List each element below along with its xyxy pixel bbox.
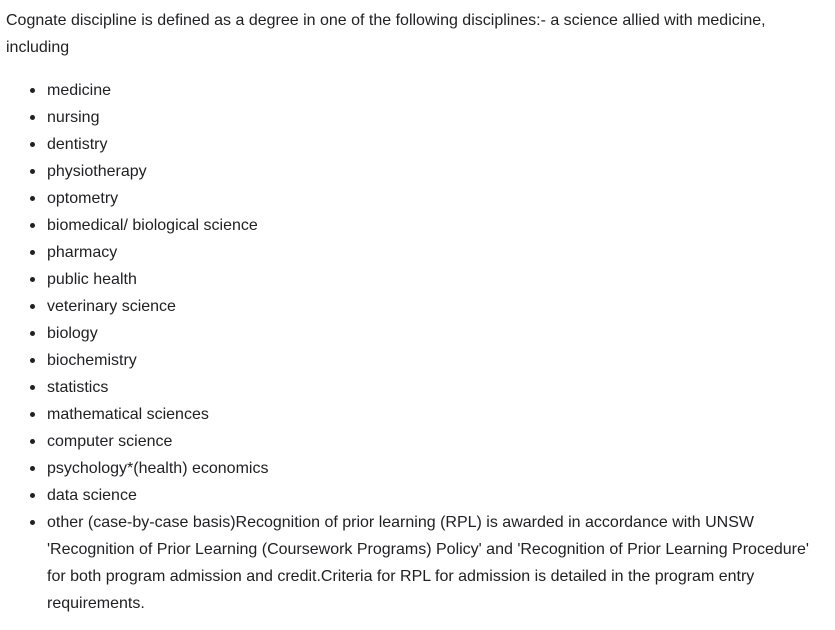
intro-paragraph: Cognate discipline is defined as a degree in one of the following disciplines:- a science allied with medicine, including bbox=[6, 12, 766, 56]
list-item: biochemistry bbox=[47, 347, 827, 374]
list-item: biology bbox=[47, 320, 827, 347]
list-item: physiotherapy bbox=[47, 158, 827, 185]
list-item: computer science bbox=[47, 428, 827, 455]
discipline-list bbox=[6, 77, 827, 617]
list-item: mathematical sciences bbox=[47, 401, 827, 428]
list-item: dentistry bbox=[47, 131, 827, 158]
list-item: data science bbox=[47, 482, 827, 509]
list-item: other (case-by-case basis)Recognition of prior learning (RPL) is awarded in accordance with UNSW 'Recognition of Prior Learning (Coursework Programs) Policy' and 'Recognition of Prior Learning Procedure' for both program admission and credit.Criteria for RPL for admission is detailed in the program entry requirements. bbox=[47, 509, 827, 617]
list-item: veterinary science bbox=[47, 293, 827, 320]
list-item: nursing bbox=[47, 104, 827, 131]
list-item: optometry bbox=[47, 185, 827, 212]
list-item: biomedical/ biological science bbox=[47, 212, 827, 239]
list-item: psychology*(health) economics bbox=[47, 455, 827, 482]
list-item: public health bbox=[47, 266, 827, 293]
list-item: pharmacy bbox=[47, 239, 827, 266]
list-item: statistics bbox=[47, 374, 827, 401]
list-item: medicine bbox=[47, 77, 827, 104]
